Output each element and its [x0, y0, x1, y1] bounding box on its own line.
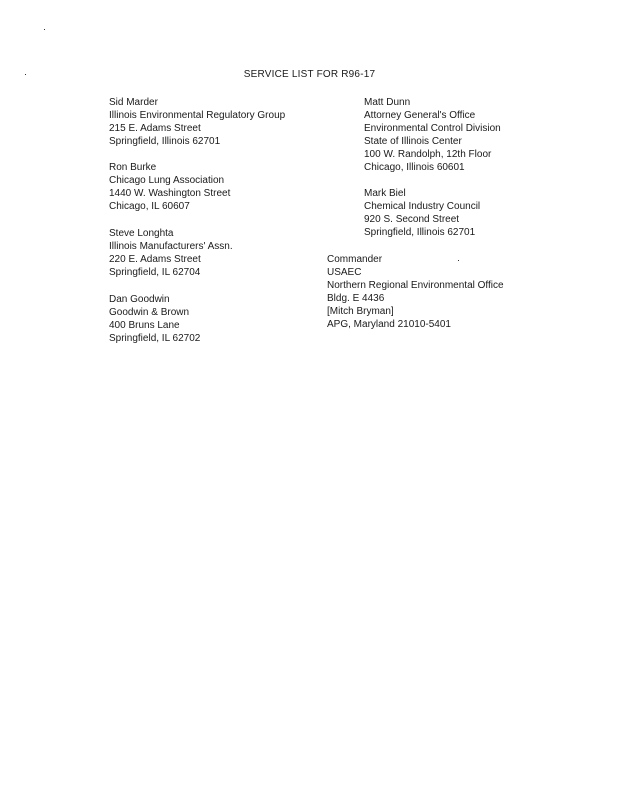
- address-block-commander-usaec: [327, 253, 504, 331]
- contact-office: Northern Regional Environmental Office: [327, 280, 504, 291]
- street-word: 12th: [446, 149, 466, 160]
- contact-street: 1440 W. Washington Street: [109, 188, 231, 199]
- street-word: Randolph,: [397, 149, 444, 160]
- contact-organization: Goodwin & Brown: [109, 307, 190, 318]
- contact-organization: Illinois Environmental Regulatory Group: [109, 110, 286, 121]
- contact-street: 220 E. Adams Street: [109, 254, 201, 265]
- address-block-matt-dunn: [364, 96, 546, 174]
- street-word: 100: [364, 149, 381, 160]
- contact-city: Springfield, IL 62702: [109, 333, 201, 344]
- address-block-steve-longhta: [109, 227, 233, 279]
- address-block-sid-marder: [109, 96, 285, 148]
- address-block-mark-biel: [364, 187, 480, 239]
- contact-street: 215 E. Adams Street: [109, 123, 201, 134]
- contact-street: [364, 148, 546, 161]
- contact-name: Sid Marder: [109, 97, 158, 108]
- contact-street: 400 Bruns Lane: [109, 320, 180, 331]
- street-word: Floor: [468, 149, 492, 160]
- contact-title: Commander: [327, 254, 383, 265]
- contact-name: Matt Dunn: [364, 97, 411, 108]
- contact-division: Environmental Control Division: [364, 123, 501, 134]
- contact-name: Mark Biel: [364, 188, 406, 199]
- contact-city: Springfield, Illinois 62701: [364, 227, 476, 238]
- contact-organization: Attorney General's Office: [364, 110, 476, 121]
- contact-organization: Illinois Manufacturers' Assn.: [109, 241, 233, 252]
- contact-city: APG, Maryland 21010-5401: [327, 319, 451, 330]
- contact-city: Springfield, Illinois 62701: [109, 136, 221, 147]
- contact-city: Chicago, Illinois 60601: [364, 162, 465, 173]
- document-title: SERVICE LIST FOR R96-17: [243, 69, 376, 80]
- contact-organization: Chicago Lung Association: [109, 175, 225, 186]
- scan-speck: [44, 29, 45, 30]
- contact-city: Springfield, IL 62704: [109, 267, 201, 278]
- contact-organization: USAEC: [327, 267, 362, 278]
- address-block-dan-goodwin: [109, 293, 200, 345]
- address-block-ron-burke: [109, 161, 230, 213]
- contact-name: Ron Burke: [109, 162, 157, 173]
- contact-city: Chicago, IL 60607: [109, 201, 190, 212]
- contact-name: Steve Longhta: [109, 228, 174, 239]
- contact-building: State of Illinois Center: [364, 136, 462, 147]
- contact-building: Bldg. E 4436: [327, 293, 385, 304]
- contact-attention: [Mitch Bryman]: [327, 306, 394, 317]
- contact-organization: Chemical Industry Council: [364, 201, 481, 212]
- street-word: W.: [383, 149, 396, 160]
- contact-street: 920 S. Second Street: [364, 214, 460, 225]
- contact-name: Dan Goodwin: [109, 294, 170, 305]
